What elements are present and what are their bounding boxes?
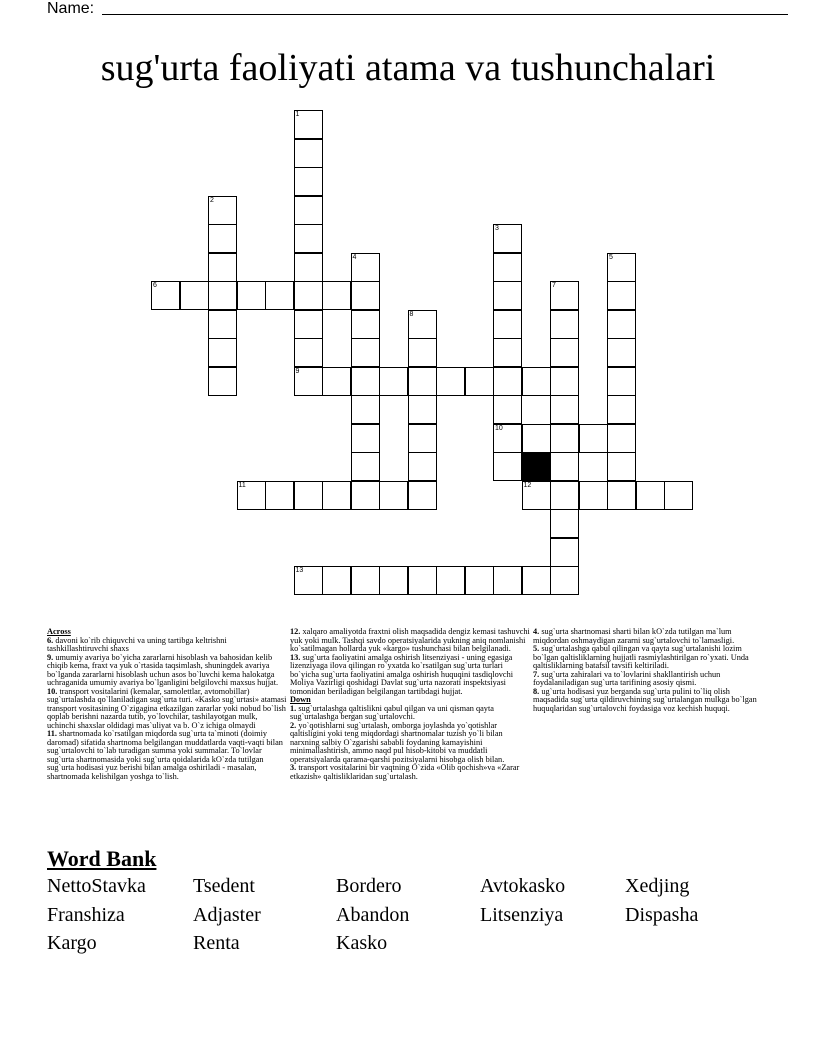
grid-cell[interactable]: [579, 481, 608, 510]
grid-cell[interactable]: [208, 224, 237, 253]
grid-cell[interactable]: [322, 566, 351, 595]
cell-number: 9: [295, 367, 300, 375]
grid-cell[interactable]: [607, 338, 636, 367]
cell-number: 5: [609, 253, 613, 261]
clue-down-5: 5. sug`urtalashga qabul qilingan va qayta sug`urtalanishi lozim bo`lgan qaltisliklarning hujjatli rasmiylashtirilgan ro`yxati. Unda qaltisliklarning batafsil tavsifi keltiriladi.: [533, 644, 749, 670]
grid-cell[interactable]: [294, 281, 323, 310]
grid-cell[interactable]: [408, 338, 437, 367]
clue-across-6: 6. davoni ko`rib chiquvchi va uning tartibga keltrishni tashkillashtiruvchi shaxs: [47, 635, 227, 653]
grid-cell[interactable]: [436, 367, 465, 396]
grid-cell[interactable]: [351, 395, 380, 424]
grid-cell[interactable]: [550, 481, 579, 510]
grid-cell[interactable]: [379, 566, 408, 595]
grid-cell[interactable]: [636, 481, 665, 510]
word-bank-item: Tsedent: [193, 875, 255, 897]
grid-cell[interactable]: [607, 281, 636, 310]
grid-cell[interactable]: [550, 452, 579, 481]
grid-cell[interactable]: [351, 310, 380, 339]
cell-number: 12: [523, 481, 532, 489]
grid-cell[interactable]: [294, 224, 323, 253]
grid-cell[interactable]: [408, 424, 437, 453]
clues-column-2: [290, 628, 530, 781]
grid-cell[interactable]: [351, 367, 380, 396]
grid-cell[interactable]: [550, 509, 579, 538]
grid-cell[interactable]: [294, 253, 323, 282]
grid-cell[interactable]: [351, 338, 380, 367]
word-bank-item: Kargo: [47, 932, 97, 954]
black-cell: [522, 452, 551, 481]
grid-cell[interactable]: [294, 338, 323, 367]
grid-cell[interactable]: [351, 481, 380, 510]
grid-cell[interactable]: [493, 310, 522, 339]
grid-cell[interactable]: [607, 452, 636, 481]
grid-cell[interactable]: [465, 367, 494, 396]
grid-cell[interactable]: [522, 481, 551, 510]
grid-cell[interactable]: [294, 367, 323, 396]
puzzle-title: sug'urta faoliyati atama va tushunchalari: [100, 47, 716, 89]
word-bank-item: Adjaster: [193, 904, 261, 926]
grid-cell[interactable]: [208, 367, 237, 396]
grid-cell[interactable]: [493, 367, 522, 396]
grid-cell[interactable]: [208, 253, 237, 282]
grid-cell[interactable]: [408, 452, 437, 481]
grid-cell[interactable]: [351, 281, 380, 310]
word-bank-item: Kasko: [336, 932, 388, 954]
cell-number: 6: [153, 282, 157, 289]
grid-cell[interactable]: [607, 424, 636, 453]
grid-cell[interactable]: [379, 481, 408, 510]
grid-cell[interactable]: [550, 281, 579, 310]
clue-across-11: 11. shartnomada ko`rsatilgan miqdorda sug`urta ta`minoti (doimiy daromad) sifatida shartnoma belgilangan muddatlarda vaqti-vaqti bilan sug`urtalovchi to`lab turadigan summa yoki summalar. To`lovlar sug`urta shartnomasida yoki sug`urta qoidalarida kO`zda tutilgan sug`urta hodisasi yuz berishi bilan amalga oshiriladi - masalan, shartnomada kelishilgan yoshga to`lish.: [47, 729, 283, 781]
cell-number: 10: [495, 424, 503, 432]
grid-cell[interactable]: [294, 481, 323, 510]
grid-cell[interactable]: [151, 281, 180, 310]
cell-number: 11: [238, 481, 246, 489]
grid-cell[interactable]: [351, 566, 380, 595]
grid-cell[interactable]: [465, 566, 494, 595]
grid-cell[interactable]: [322, 281, 351, 310]
word-bank-item: Xedjing: [625, 875, 690, 897]
grid-cell[interactable]: [208, 310, 237, 339]
grid-cell[interactable]: [294, 110, 323, 139]
grid-cell[interactable]: [493, 566, 522, 595]
cell-number: 7: [552, 282, 556, 289]
grid-cell[interactable]: [351, 253, 380, 282]
grid-cell[interactable]: [208, 338, 237, 367]
word-bank-item: Dispasha: [625, 904, 699, 926]
grid-cell[interactable]: [550, 367, 579, 396]
grid-cell[interactable]: [237, 481, 266, 510]
grid-cell[interactable]: [208, 281, 237, 310]
grid-cell[interactable]: [550, 338, 579, 367]
word-bank-item: NettoStavka: [47, 875, 146, 897]
grid-cell[interactable]: [351, 452, 380, 481]
clue-across-13: 13. sug`urta faoliyatini amalga oshirish litsenziyasi - uning egasiga lizenziyaga ilova qilingan ro`yxatda ko`rsatilgan sug`urta turlari bo`yicha sug`urta faoliyatini amalga oshirish huquqini tasdiqlovchi Moliya Vazirligi qoshidagi Davlat sug`urta nazorati inspektsiyasi tomonidan beriladigan belgilangan tartibdagi hujjat.: [290, 652, 514, 696]
across-heading: Across: [47, 627, 71, 636]
grid-cell[interactable]: [351, 424, 380, 453]
word-bank-title: Word Bank: [47, 846, 157, 871]
grid-cell[interactable]: [550, 424, 579, 453]
grid-cell[interactable]: [493, 452, 522, 481]
grid-cell[interactable]: [408, 395, 437, 424]
grid-cell[interactable]: [607, 395, 636, 424]
grid-cell[interactable]: [294, 139, 323, 168]
grid-cell[interactable]: [493, 281, 522, 310]
clue-across-9: 9. umumiy avariya bo`yicha zararlarni hisoblash va bahosidan kelib chiqib kema, fraxt va yuk o`rtasida taqsimlash, shuningdek avariya bo`lganda zararlarni hisoblash uchun asos bo`luvchi kema halokatga uchraganida umumiy avariya bo`lganligini belgilovchi maxsus hujjat.: [47, 652, 279, 687]
grid-cell[interactable]: [493, 224, 522, 253]
grid-cell[interactable]: [408, 481, 437, 510]
grid-cell[interactable]: [607, 481, 636, 510]
grid-cell[interactable]: [237, 281, 266, 310]
grid-cell[interactable]: [493, 395, 522, 424]
grid-cell[interactable]: [265, 281, 294, 310]
grid-cell[interactable]: [294, 167, 323, 196]
cell-number: 2: [210, 196, 214, 204]
cell-number: 4: [352, 253, 357, 261]
grid-cell[interactable]: [607, 367, 636, 396]
word-bank-item: Avtokasko: [480, 875, 566, 897]
grid-cell[interactable]: [607, 253, 636, 282]
word-bank-item: Litsenziya: [480, 904, 564, 926]
cell-number: 8: [409, 310, 414, 318]
grid-cell[interactable]: [550, 566, 579, 595]
grid-cell[interactable]: [664, 481, 693, 510]
grid-cell[interactable]: [322, 481, 351, 510]
clue-down-8: 8. ug`urta hodisasi yuz berganda sug`urta pulini to`liq olish maqsadida sug`urta qildiruvchining sug`urtalangan mulkga bo`lgan huquqlaridan sug`urtalovchi foydasiga voz kechish huquqi.: [533, 686, 757, 713]
grid-cell[interactable]: [579, 424, 608, 453]
grid-cell[interactable]: [522, 566, 551, 595]
grid-cell[interactable]: [408, 566, 437, 595]
grid-cell[interactable]: [294, 310, 323, 339]
clue-down-3: 3. transport vositalarini bir vaqtning O`zida «Olib qochish»va «Zarar etkazish» qaltisliklaridan sug`urtalash.: [290, 763, 520, 781]
grid-cell[interactable]: [294, 196, 323, 225]
word-bank-item: Bordero: [336, 875, 402, 897]
clues-column-1: [47, 628, 287, 781]
grid-cell[interactable]: [208, 196, 237, 225]
grid-cell[interactable]: [550, 310, 579, 339]
clue-down-1: 1. sug`urtalashga qaltislikni qabul qilgan va uni qisman qayta sug`urtalashga bergan sug`urtalovchi.: [290, 703, 494, 721]
grid-cell[interactable]: [493, 424, 522, 453]
name-label: Name:: [47, 0, 95, 17]
cell-number: 13: [295, 567, 304, 574]
down-heading: Down: [290, 695, 311, 704]
clues-column-3: [533, 628, 765, 713]
word-bank-item: Franshiza: [47, 904, 125, 926]
clue-across-12: 12. xalqaro amaliyotda fraxtni olish maqsadida dengiz kemasi tashuvchi yuk yoki mulk. Tashqi savdo operatsiyalarida yukning aniq nomlanishi ko`satilmagan hollarda yuk «kargo» tushunchasi bilan belgilanadi.: [290, 627, 530, 653]
clue-down-4: 4. sug`urta shartnomasi sharti bilan kO`zda tutilgan ma`lum miqdordan oshmaydigan zararni sug`urtalovchi to`lamasligi.: [533, 627, 735, 645]
cell-number: 3: [495, 225, 499, 232]
grid-cell[interactable]: [493, 253, 522, 282]
clue-across-10: 10. transport vositalarini (kemalar, samolettlar, avtomobillar) sug`urtalashda qo`llaniladigan sug`urta turi. «Kasko sug`urtasi» atamasi transport vositasining O`zigagina etkazilgan zararlar yoki nobud bo`lish qoplab berishni nazarda tutib, yo`lovchilar, tashilayotgan mulk, uchinchi shaxslar oldidagi mas`uliyat va b. O`z ichiga olmaydi: [47, 686, 287, 730]
grid-cell[interactable]: [522, 367, 551, 396]
cell-number: 1: [295, 111, 300, 118]
grid-cell[interactable]: [322, 367, 351, 396]
clue-down-7: 7. sug`urta zahiralari va to`lovlarini shakllantirish uchun foydalaniladigan sug`urta tarifining asosiy qismi.: [533, 669, 721, 687]
clue-down-2: 2. yo`qotishlarni sug`urtalash, omborga joylashda yo`qotishlar qaltisligini yoki teng miqdordagi shartnomalar tuzish yo`li bilan narxning salbiy O`zgarishi sababli foydaning kamayishini minimallashtirish, ammo naqd pul hisob-kitobi va muddatli operatsiyalarda qarama-qarshi pozitsiyalarni hisobga olish bilan.: [290, 720, 505, 764]
grid-cell[interactable]: [607, 310, 636, 339]
grid-cell[interactable]: [180, 281, 209, 310]
grid-cell[interactable]: [408, 310, 437, 339]
grid-cell[interactable]: [379, 367, 408, 396]
grid-cell[interactable]: [265, 481, 294, 510]
grid-cell[interactable]: [550, 538, 579, 567]
word-bank-item: Abandon: [336, 904, 410, 926]
grid-cell[interactable]: [550, 395, 579, 424]
grid-cell[interactable]: [408, 367, 437, 396]
grid-cell[interactable]: [522, 424, 551, 453]
word-bank-item: Renta: [193, 932, 240, 954]
grid-cell[interactable]: [436, 566, 465, 595]
grid-cell[interactable]: [493, 338, 522, 367]
grid-cell[interactable]: [294, 566, 323, 595]
